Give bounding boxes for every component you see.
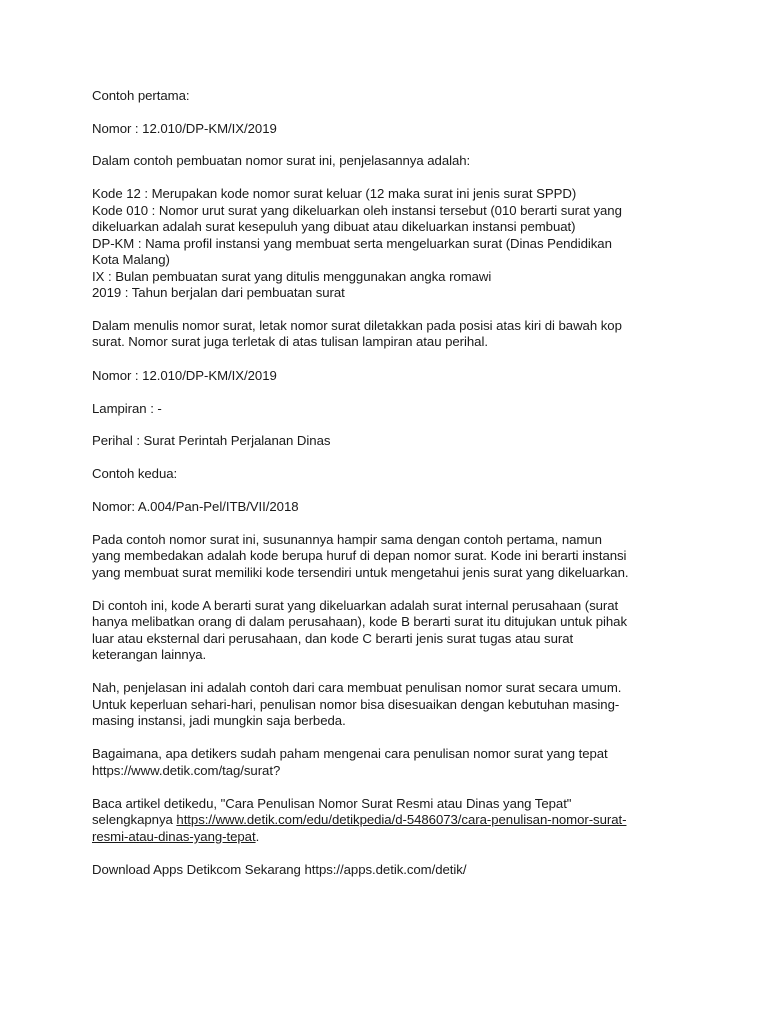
- paragraph-line: keterangan lainnya.: [92, 647, 207, 662]
- article-link-part-1[interactable]: https://www.detik.com/edu/detikpedia/d-5486073/cara-penulisan-nomor-surat-: [176, 812, 627, 827]
- paragraph-line: surat. Nomor surat juga terletak di atas tulisan lampiran atau perihal.: [92, 334, 488, 349]
- sentence-period: .: [255, 829, 260, 844]
- read-article-line: Baca artikel detikedu, "Cara Penulisan Nomor Surat Resmi atau Dinas yang Tepat": [92, 796, 572, 811]
- code-explanation-line: Kode 010 : Nomor urut surat yang dikeluarkan oleh instansi tersebut (010 berarti surat yang: [92, 203, 622, 218]
- paragraph-line: Dalam menulis nomor surat, letak nomor surat diletakkan pada posisi atas kiri di bawah kop: [92, 318, 622, 333]
- paragraph-line: Pada contoh nomor surat ini, susunannya hampir sama dengan contoh pertama, namun: [92, 532, 602, 547]
- paragraph-line: Bagaimana, apa detikers sudah paham mengenai cara penulisan nomor surat yang tepat: [92, 746, 608, 761]
- paragraph-line: hanya melibatkan orang di dalam perusahaan), kode B berarti surat itu ditujukan untuk pihak: [92, 614, 628, 629]
- paragraph-heading-second-example: Contoh kedua:: [92, 466, 178, 481]
- paragraph-explanation-intro: Dalam contoh pembuatan nomor surat ini, penjelasannya adalah:: [92, 153, 471, 168]
- letter-number-example-1: Nomor : 12.010/DP-KM/IX/2019: [92, 121, 277, 136]
- paragraph-heading-first-example: Contoh pertama:: [92, 88, 190, 103]
- tag-url-text: https://www.detik.com/tag/surat?: [92, 763, 281, 778]
- paragraph-line: masing instansi, jadi mungkin saja berbeda.: [92, 713, 346, 728]
- read-article-link-line: [92, 812, 626, 828]
- paragraph-line: luar atau eksternal dari perusahaan, dan kode C berarti jenis surat tugas atau surat: [92, 631, 574, 646]
- code-explanation-line: dikeluarkan adalah surat kesepuluh yang dibuat atau dikeluarkan instansi pembuat): [92, 219, 576, 234]
- paragraph-line: yang membuat surat memiliki kode tersendiri untuk mengetahui jenis surat yang dikeluarkan.: [92, 565, 629, 580]
- read-article-link-line: [92, 829, 259, 845]
- code-explanation-line: IX : Bulan pembuatan surat yang ditulis menggunakan angka romawi: [92, 269, 492, 284]
- letter-number-example-1-repeat: Nomor : 12.010/DP-KM/IX/2019: [92, 368, 277, 383]
- code-explanation-line: DP-KM : Nama profil instansi yang membuat serta mengeluarkan surat (Dinas Pendidikan: [92, 236, 612, 251]
- code-explanation-line: 2019 : Tahun berjalan dari pembuatan surat: [92, 285, 345, 300]
- letter-number-example-2: Nomor: A.004/Pan-Pel/ITB/VII/2018: [92, 499, 299, 514]
- attachment-line: Lampiran : -: [92, 401, 162, 416]
- paragraph-line: yang membedakan adalah kode berupa huruf di depan nomor surat. Kode ini berarti instansi: [92, 548, 627, 563]
- subject-line: Perihal : Surat Perintah Perjalanan Dinas: [92, 433, 331, 448]
- article-link-part-2[interactable]: resmi-atau-dinas-yang-tepat: [92, 829, 256, 844]
- code-explanation-line: Kode 12 : Merupakan kode nomor surat keluar (12 maka surat ini jenis surat SPPD): [92, 186, 577, 201]
- paragraph-line: Untuk keperluan sehari-hari, penulisan nomor bisa disesuaikan dengan kebutuhan masing-: [92, 697, 620, 712]
- paragraph-line: Di contoh ini, kode A berarti surat yang dikeluarkan adalah surat internal perusahaan (surat: [92, 598, 619, 613]
- code-explanation-line: Kota Malang): [92, 252, 170, 267]
- read-more-label: selengkapnya: [92, 812, 177, 827]
- download-apps-line: Download Apps Detikcom Sekarang https://apps.detik.com/detik/: [92, 862, 467, 877]
- paragraph-line: Nah, penjelasan ini adalah contoh dari cara membuat penulisan nomor surat secara umum.: [92, 680, 622, 695]
